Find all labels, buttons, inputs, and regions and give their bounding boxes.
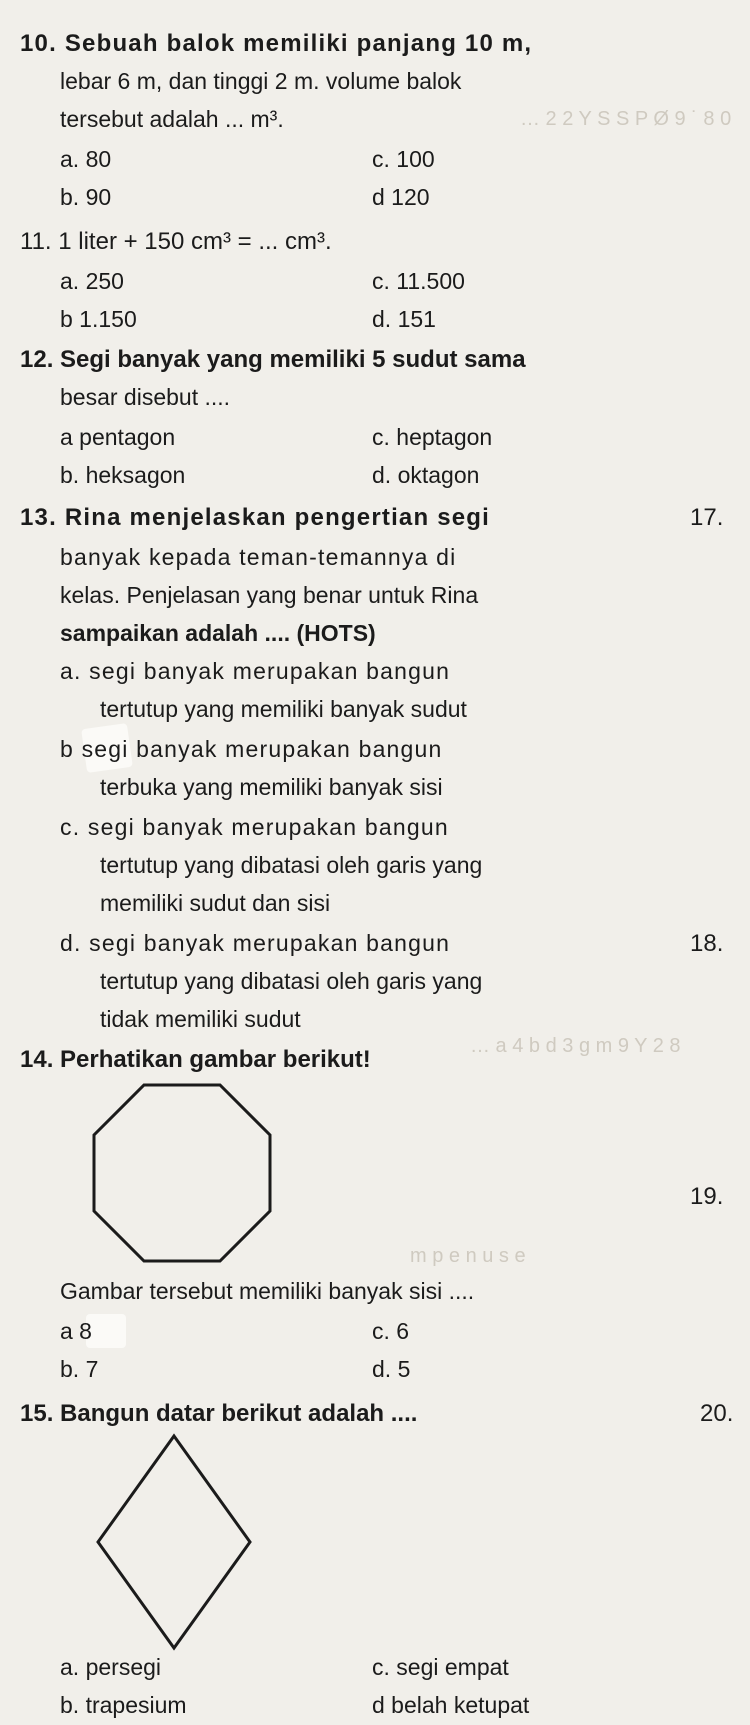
margin-number-20: 20. bbox=[700, 1400, 734, 1427]
q10-line2: lebar 6 m, dan tinggi 2 m. volume balok bbox=[60, 68, 462, 94]
q13-option-a-line1[interactable]: a. segi banyak merupakan bangun bbox=[60, 658, 451, 684]
q15-option-c[interactable]: c. segi empat bbox=[372, 1654, 509, 1680]
q15-option-a[interactable]: a. persegi bbox=[60, 1654, 162, 1680]
q12-line2: besar disebut .... bbox=[60, 384, 231, 410]
q12-option-a[interactable]: a pentagon bbox=[60, 424, 176, 450]
margin-number-18: 18. bbox=[690, 930, 724, 957]
q14-stem: 14. Perhatikan gambar berikut! bbox=[20, 1046, 371, 1073]
q14-option-b[interactable]: b. 7 bbox=[60, 1356, 99, 1382]
q13-line2: banyak kepada teman-temannya di bbox=[60, 544, 457, 570]
q15-option-d[interactable]: d belah ketupat bbox=[372, 1692, 530, 1718]
q12-line1: 12. Segi banyak yang memiliki 5 sudut sama bbox=[20, 346, 526, 373]
q10-line3: tersebut adalah ... m³. bbox=[60, 106, 284, 132]
q15-option-b[interactable]: b. trapesium bbox=[60, 1692, 187, 1718]
q13-option-d-line3: tidak memiliki sudut bbox=[100, 1006, 301, 1032]
q12-option-c[interactable]: c. heptagon bbox=[372, 424, 493, 450]
q15-stem: 15. Bangun datar berikut adalah .... bbox=[20, 1400, 418, 1427]
q11-option-c[interactable]: c. 11.500 bbox=[372, 268, 465, 294]
q10-option-c[interactable]: c. 100 bbox=[372, 146, 435, 172]
q10-option-b[interactable]: b. 90 bbox=[60, 184, 112, 210]
q13-option-b-line1[interactable]: b segi banyak merupakan bangun bbox=[60, 736, 443, 762]
q11-option-b[interactable]: b 1.150 bbox=[60, 306, 137, 332]
q10-line1: 10. Sebuah balok memiliki panjang 10 m, bbox=[20, 30, 533, 57]
q13-option-c-line1[interactable]: c. segi banyak merupakan bangun bbox=[60, 814, 449, 840]
q14-question: Gambar tersebut memiliki banyak sisi .... bbox=[60, 1278, 475, 1304]
margin-number-19: 19. bbox=[690, 1183, 724, 1210]
q14-option-a[interactable]: a 8 bbox=[60, 1318, 92, 1344]
q10-option-d[interactable]: d 120 bbox=[372, 184, 430, 210]
q13-option-a-line2: tertutup yang memiliki banyak sudut bbox=[100, 696, 467, 722]
q13-line3: kelas. Penjelasan yang benar untuk Rina bbox=[60, 582, 479, 608]
q12-option-b[interactable]: b. heksagon bbox=[60, 462, 186, 488]
q11-option-a[interactable]: a. 250 bbox=[60, 268, 124, 294]
q12-option-d[interactable]: d. oktagon bbox=[372, 462, 480, 488]
q13-option-b-line2: terbuka yang memiliki banyak sisi bbox=[100, 774, 443, 800]
q14-option-c[interactable]: c. 6 bbox=[372, 1318, 410, 1344]
q13-option-c-line3: memiliki sudut dan sisi bbox=[100, 890, 331, 916]
q10-option-a[interactable]: a. 80 bbox=[60, 146, 112, 172]
q13-option-d-line1[interactable]: d. segi banyak merupakan bangun bbox=[60, 930, 451, 956]
q13-line4: sampaikan adalah .... (HOTS) bbox=[60, 620, 376, 646]
q13-line1: 13. Rina menjelaskan pengertian segi bbox=[20, 504, 491, 531]
q13-option-c-line2: tertutup yang dibatasi oleh garis yang bbox=[100, 852, 483, 878]
margin-number-17: 17. bbox=[690, 504, 724, 531]
rhombus-figure bbox=[94, 1432, 254, 1652]
q11-stem: 11. 1 liter + 150 cm³ = ... cm³. bbox=[20, 228, 332, 255]
octagon-figure bbox=[92, 1083, 272, 1263]
q13-option-d-line2: tertutup yang dibatasi oleh garis yang bbox=[100, 968, 483, 994]
q14-option-d[interactable]: d. 5 bbox=[372, 1356, 411, 1382]
q11-option-d[interactable]: d. 151 bbox=[372, 306, 436, 332]
